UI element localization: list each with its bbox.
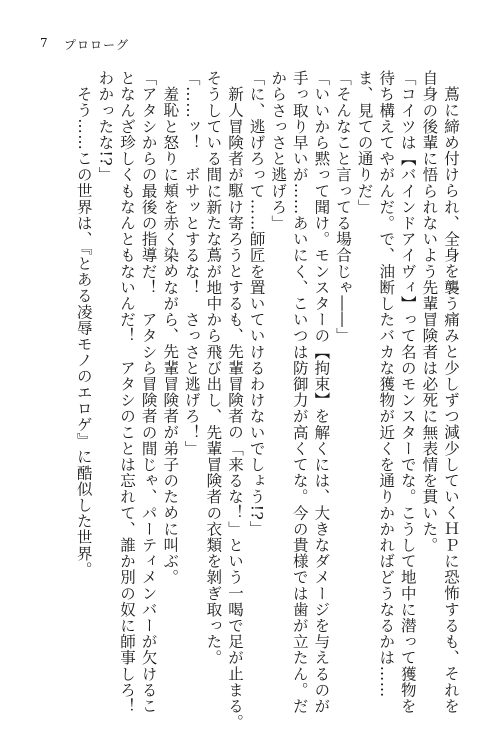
text-line: そう……この世界は、『とある凌辱モノのエロゲ』に酷似した世界。 [74,86,93,578]
text-line: からさっさと逃げろ」 [269,70,288,231]
text-line: 手っ取り早いが……あいにく、こいつは防御力が高くてな。今の貴様では歯が立たん。だ [290,70,309,714]
text-line: 羞恥と怒りに頬を赤く染めながら、先輩冒険者が弟子のために叫ぶ。 [161,86,180,586]
text-line: ま、見ての通りだ」 [355,70,374,215]
text-line: 蔦に締め付けられ、全身を襲う痛みと少しずつ減少していくＨＰに恐怖するも、それを [442,86,460,714]
text-line: 「……ッ！ ボサッとするな！ さっさと逃げろ！」 [182,70,201,457]
text-line: わかったな!?」 [96,70,115,183]
running-head-chapter-title: プロローグ [64,38,130,52]
text-line: 「アタシからの最後の指導だ！ アタシら冒険者の間じゃ、パーティメンバーが欠けるこ [139,70,158,714]
text-line: そうしている間に新たな蔦が地中から飛び出し、先輩冒険者の衣類を剝ぎ取った。 [204,70,223,666]
text-line: 待ち構えてやがんだ。で、油断したバカな獲物が近くを通りかかればどうなるかは…… [377,70,396,698]
text-line: 「いいから黙って聞け。モンスターの【拘束】を解くには、大きなダメージを与えるのが [312,70,331,714]
text-line: 自身の後輩に悟られないよう先輩冒険者は必死に無表情を貫いた。 [420,70,439,553]
text-line: 「そんなこと言ってる場合じゃ――」 [334,70,352,344]
text-line: となんざ珍しくもなんともないんだ！ アタシのことは忘れて、誰か別の奴に師事しろ！ [118,70,136,714]
text-line: 「コイツは【バインドアイヴィ】って名のモンスターでな。こうして地中に潜って獲物を [398,70,417,714]
page-number: 7 [40,36,49,50]
text-line: 「に、逃げろって……師匠を置いていけるわけないでしょう!?」 [247,70,266,537]
text-line: 新人冒険者が駆け寄ろうとするも、先輩冒険者の「来るな！」という一喝で足が止まる。 [226,86,244,730]
